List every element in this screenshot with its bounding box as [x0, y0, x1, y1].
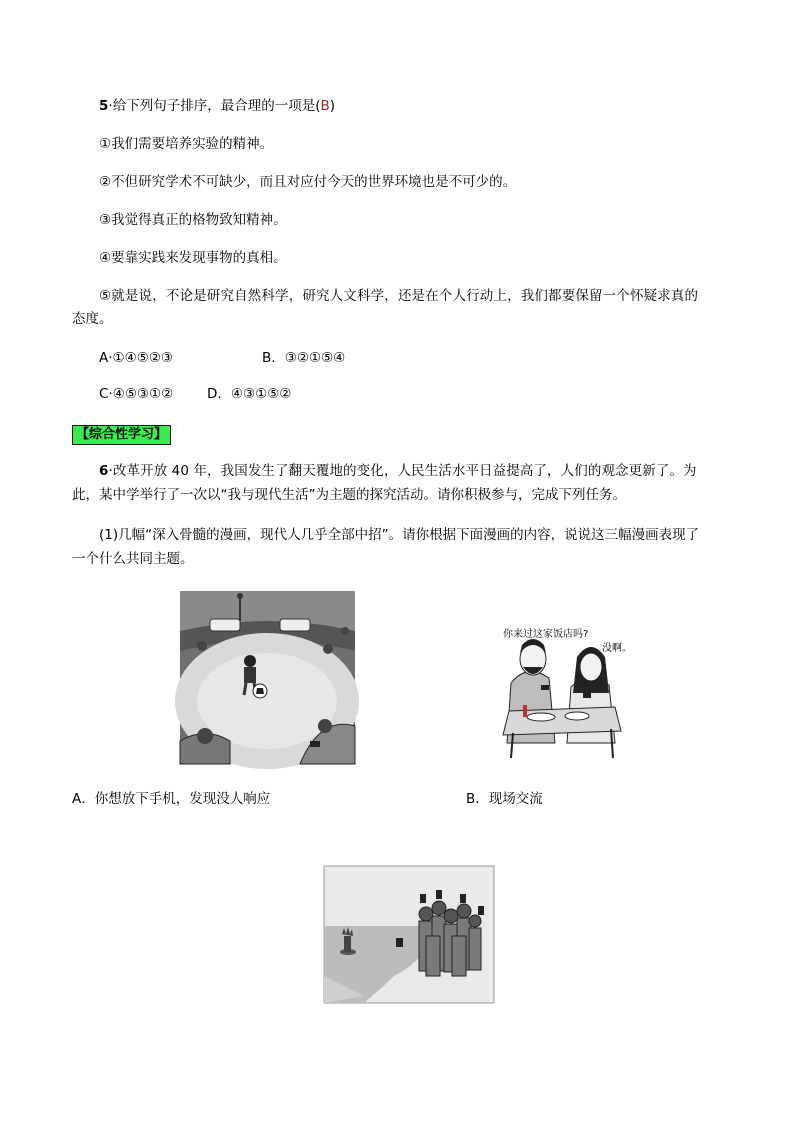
caption-a: A．你想放下手机，发现没人响应	[72, 791, 271, 807]
q5-answer: B	[320, 98, 330, 114]
q5-option-d: D．④③①⑤②	[207, 386, 292, 402]
q6-sub1-line1: (1)几幅“深入骨髓的漫画，现代人几乎全部中招”。请你根据下面漫画的内容，说说这三幅漫画表现了	[99, 527, 700, 543]
q5-stem-text: ·给下列句子排序，最合理的一项是(	[108, 98, 321, 114]
q6-stem-line1	[99, 462, 697, 480]
caption-b: B．现场交流	[466, 791, 543, 807]
q5-sentence-1: ①我们需要培养实验的精神。	[99, 136, 274, 152]
q5-number: 5	[99, 98, 109, 114]
q5-sentence-4: ④要靠实践来发现事物的真相。	[99, 250, 287, 266]
q6-number: 6	[99, 463, 109, 479]
q5-option-a: A·①④⑤②③	[99, 350, 174, 366]
section-tag: 【综合性学习】	[72, 425, 171, 445]
comic-b-bubble-woman: 没啊。	[602, 643, 632, 654]
comic-c-image	[324, 866, 494, 1003]
q5-option-c: C·④⑤③①②	[99, 386, 174, 402]
q6-stem-line2: 此，某中学举行了一次以“我与现代生活”为主题的探究活动。请你积极参与，完成下列任务。	[72, 487, 626, 503]
q6-sub1-line2: 一个什么共同主题。	[72, 551, 194, 567]
q6-stem-text: ·改革开放 40 年，我国发生了翻天覆地的变化，人民生活水平日益提高了，人们的观念更新了。为	[108, 463, 697, 479]
q5-option-b: B．③②①⑤④	[262, 350, 346, 366]
q5-sentence-5-cont: 态度。	[72, 311, 113, 327]
q5-stem-close: )	[329, 98, 336, 114]
q5-stem	[99, 97, 335, 115]
q5-sentence-3: ③我觉得真正的格物致知精神。	[99, 212, 287, 228]
q5-sentence-5: ⑤就是说，不论是研究自然科学，研究人文科学，还是在个人行动上，我们都要保留一个怀疑求真的	[99, 288, 699, 304]
q5-sentence-2: ②不但研究学术不可缺少，而且对应付今天的世界环境也是不可少的。	[99, 174, 517, 190]
comic-a-image	[180, 591, 355, 764]
comic-b-bubble-man: 你来过这家饭店吗?	[503, 629, 589, 640]
comic-b-image	[497, 623, 632, 758]
